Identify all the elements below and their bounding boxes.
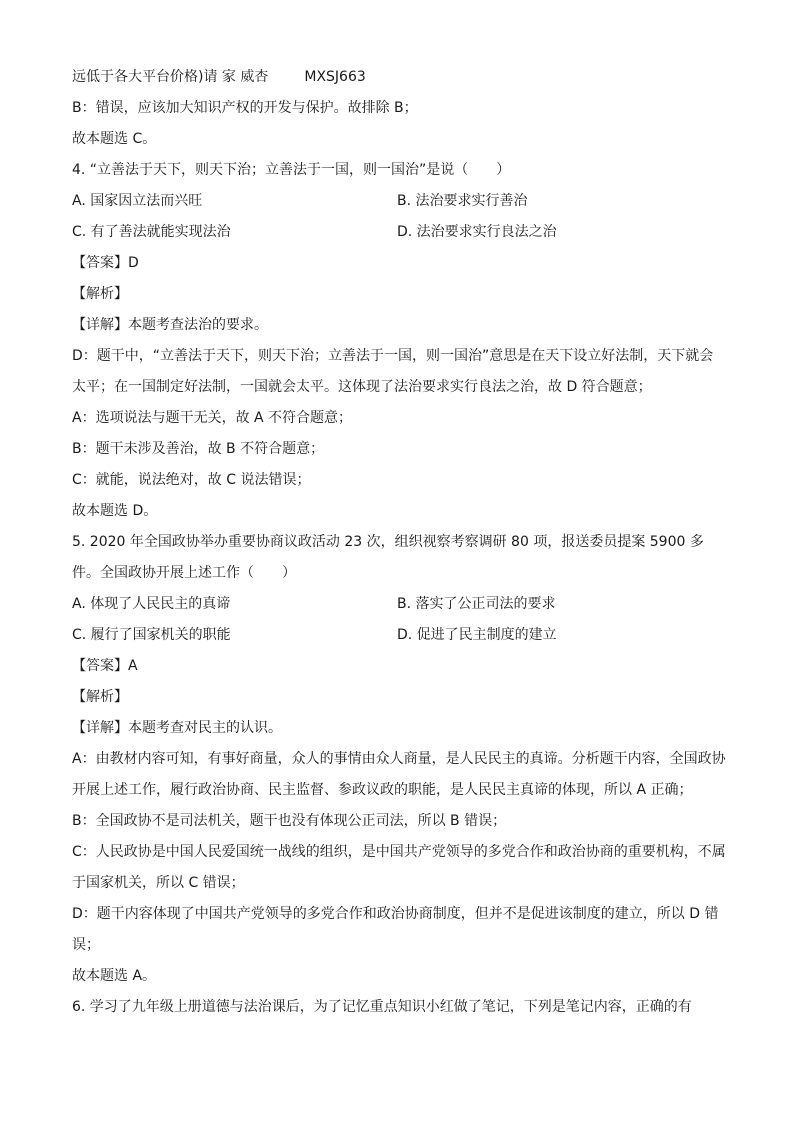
explanation-c: C：人民政协是中国人民爱国统一战线的组织，是中国共产党领导的多党合作和政治协商的重要机构，不属于国家机关，所以 C 错误； [72, 844, 726, 891]
question-6-stem: 6. 学习了九年级上册道德与法治课后，为了记忆重点知识小红做了笔记，下列是笔记内容，正确的有 [72, 999, 692, 1015]
text-line [72, 62, 726, 93]
question-5-options-row-1 [72, 589, 726, 620]
explanation-c: C：就能，说法绝对，故 C 说法错误； [72, 472, 311, 488]
explanation-b: B：全国政协不是司法机关，题干也没有体现公正司法，所以 B 错误； [72, 813, 507, 829]
explanation-a: A：由教材内容可知，有事好商量，众人的事情由众人商量，是人民民主的真谛。分析题干内容，全国政协开展上述工作，履行政治协商、民主监督、参政议政的职能，是人民民主真谛的体现，所以 A 正确； [72, 751, 726, 798]
option-c: C. 履行了国家机关的职能 [72, 627, 231, 643]
explanation-d: D：题干内容体现了中国共产党领导的多党合作和政治协商制度，但并不是促进该制度的建立，所以 D 错误； [72, 906, 719, 953]
explanation-a: A：选项说法与题干无关，故 A 不符合题意； [72, 410, 353, 426]
detail-label: 【详解】本题考查法治的要求。 [72, 317, 268, 333]
option-d: D. 法治要求实行良法之治 [397, 224, 557, 240]
question-5-stem: 5. 2020 年全国政协举办重要协商议政活动 23 次，组织视察考察调研 80 项，报送委员提案 5900 多件。全国政协开展上述工作（ ） [72, 534, 704, 581]
conclusion: 故本题选 C。 [72, 131, 157, 147]
conclusion: 故本题选 D。 [72, 503, 158, 519]
watermark-code: MXSJ663 [304, 69, 366, 85]
question-4-options-row-2 [72, 217, 726, 248]
analysis-label: 【解析】 [72, 286, 128, 302]
question-4-options-row-1 [72, 186, 726, 217]
question-4-stem: 4. “立善法于天下，则天下治；立善法于一国，则一国治”是说（ ） [72, 162, 511, 178]
explanation-b: B：错误，应该加大知识产权的开发与保护。故排除 B； [72, 100, 418, 116]
explanation-d: D：题干中，“立善法于天下，则天下治；立善法于一国，则一国治”意思是在天下设立好法制，天下就会太平；在一国制定好法制，一国就会太平。这体现了法治要求实行良法之治，故 D 符合题意； [72, 348, 714, 395]
explanation-b: B：题干未涉及善治，故 B 不符合题意； [72, 441, 325, 457]
document-page [72, 62, 726, 1023]
answer-label: 【答案】D [72, 255, 139, 271]
conclusion: 故本题选 A。 [72, 968, 157, 984]
option-a: A. 国家因立法而兴旺 [72, 193, 203, 209]
question-5-options-row-2 [72, 620, 726, 651]
option-c: C. 有了善法就能实现法治 [72, 224, 231, 240]
option-d: D. 促进了民主制度的建立 [397, 627, 557, 643]
detail-label: 【详解】本题考查对民主的认识。 [72, 720, 282, 736]
answer-label: 【答案】A [72, 658, 138, 674]
option-a: A. 体现了人民民主的真谛 [72, 596, 231, 612]
option-b: B. 落实了公正司法的要求 [397, 596, 556, 612]
option-b: B. 法治要求实行善治 [397, 193, 528, 209]
watermark-text: 远低于各大平台价格)请 家 威杏 [72, 69, 269, 85]
analysis-label: 【解析】 [72, 689, 128, 705]
